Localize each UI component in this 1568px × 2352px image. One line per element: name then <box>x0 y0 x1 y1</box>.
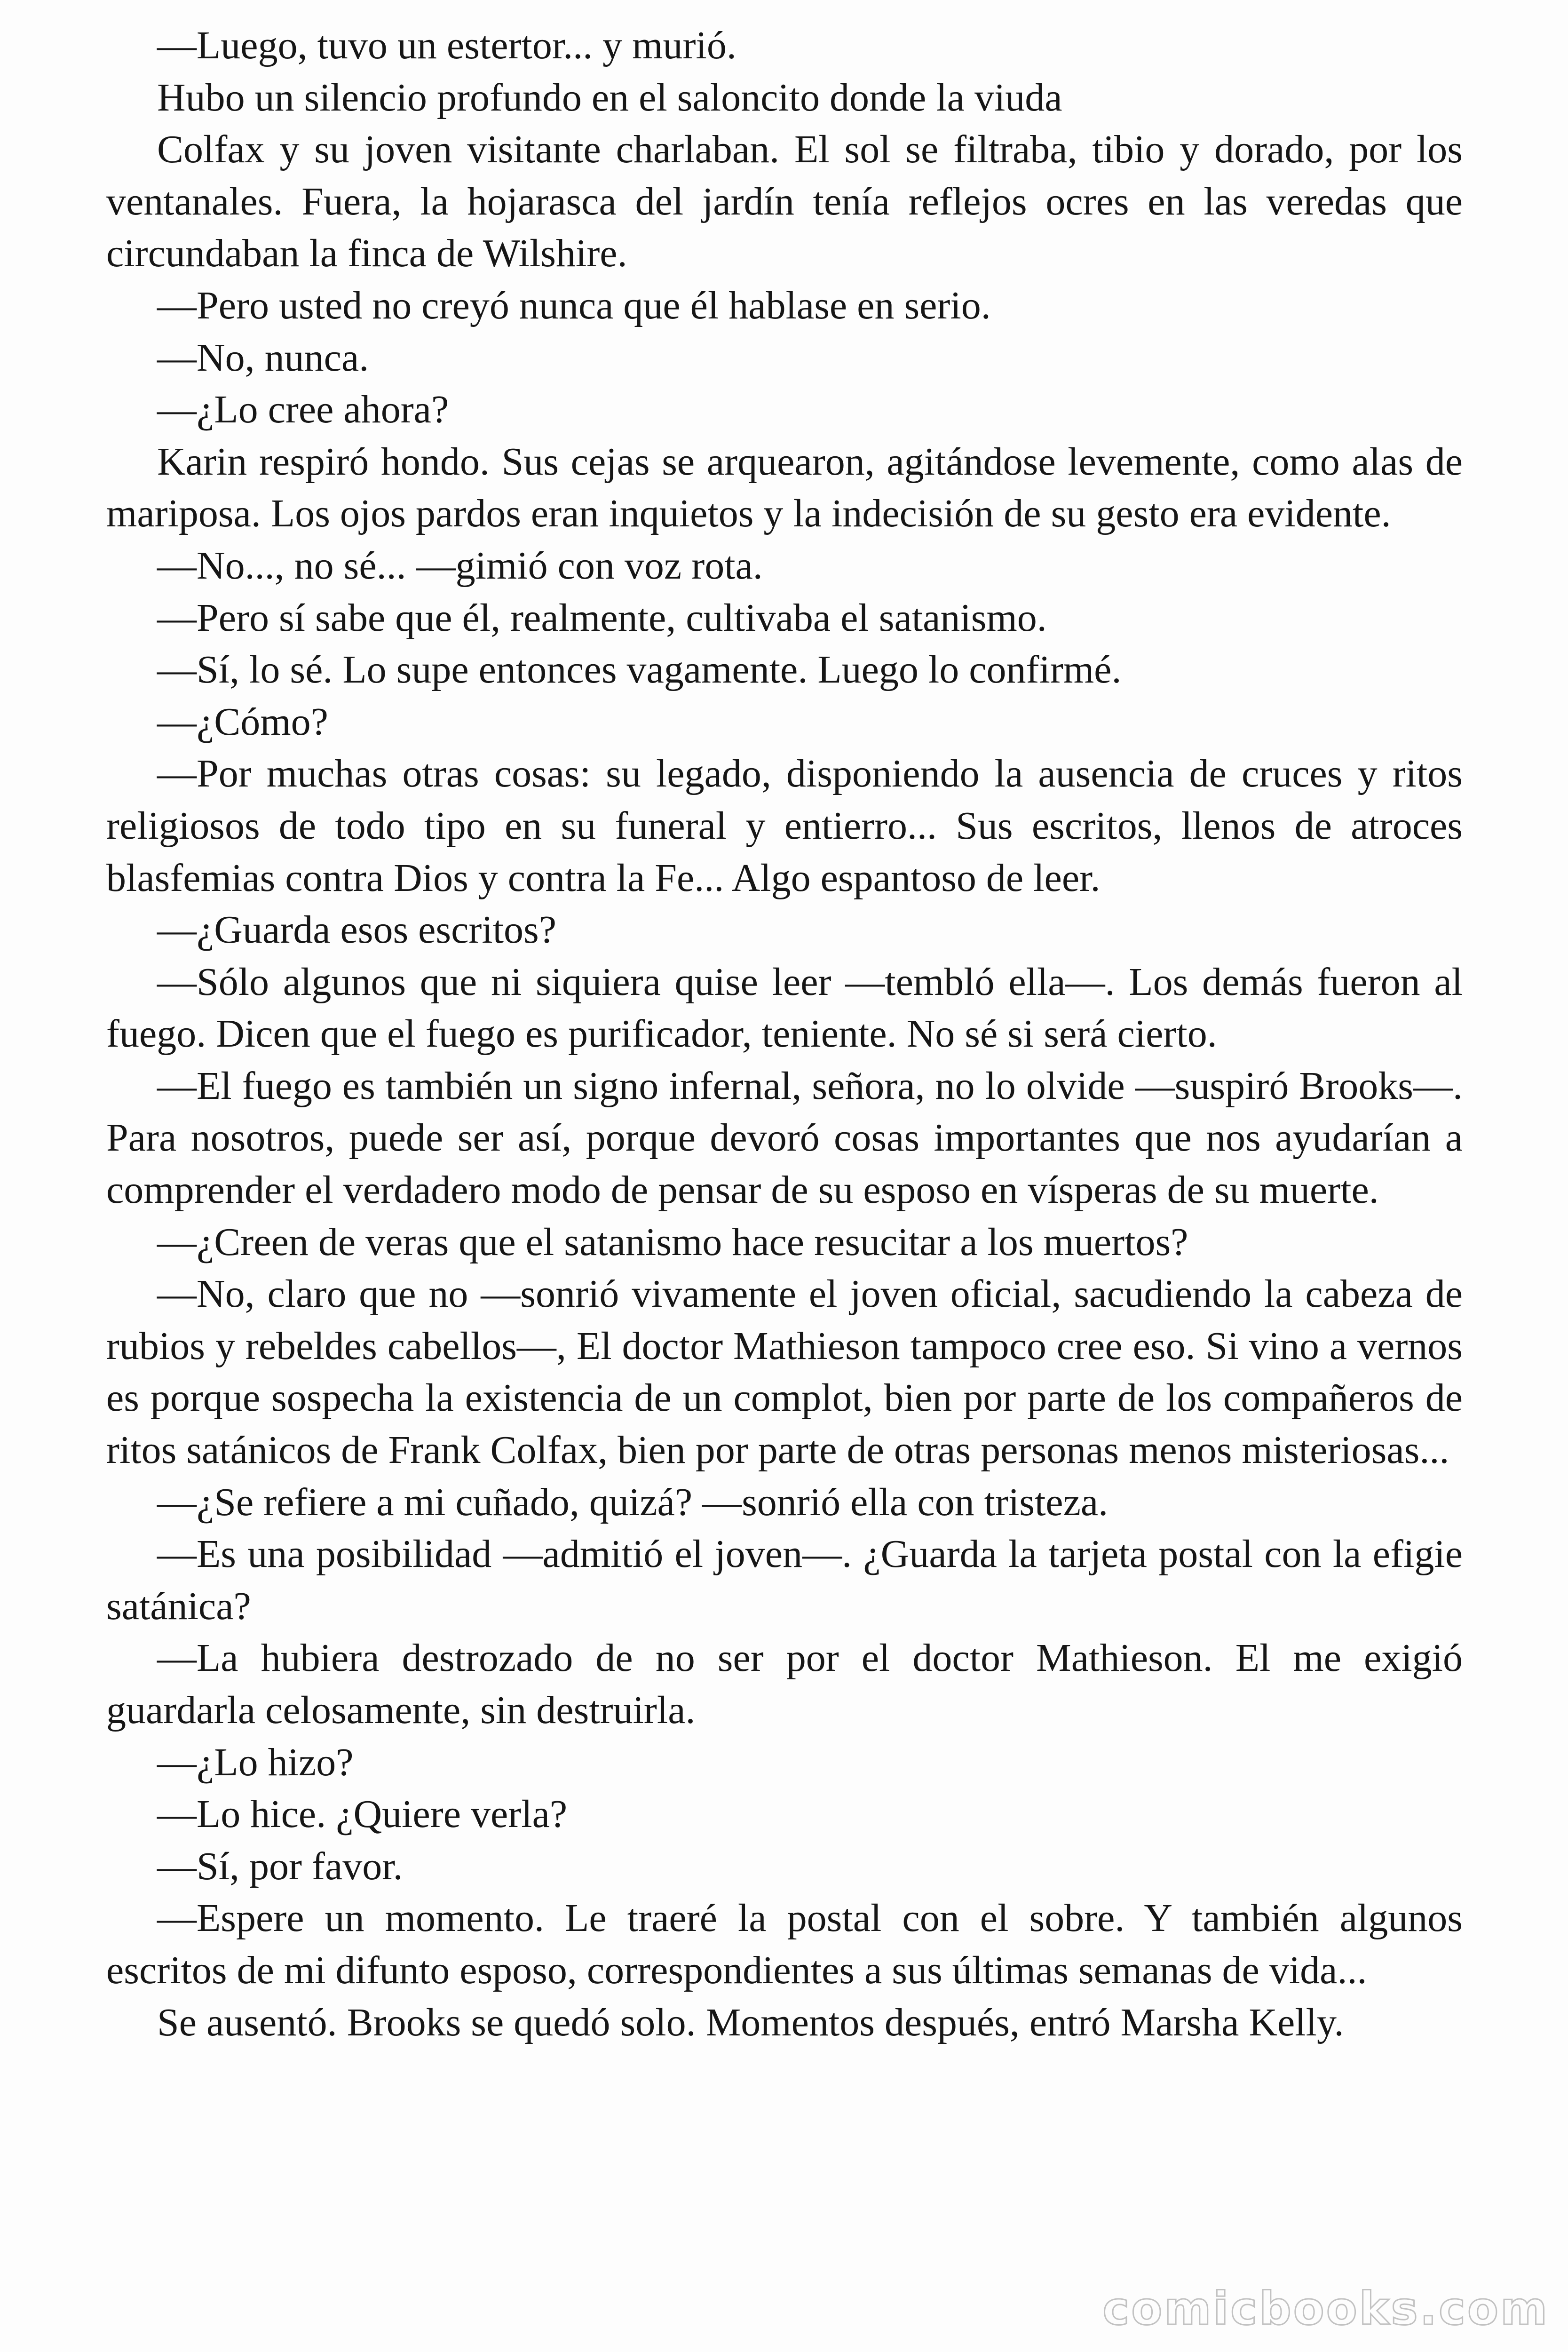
watermark: comicbooks.com <box>1102 2282 1549 2335</box>
paragraph: —El fuego es también un signo infernal, señora, no lo olvide —suspiró Brooks—. Para nosotros, puede ser así, porque devoró cosas importantes que nos ayudarían a comprender el verdadero modo de pensar de su esposo en vísperas de su muerte. <box>106 1064 1463 1212</box>
paragraph: Se ausentó. Brooks se quedó solo. Momentos después, entró Marsha Kelly. <box>157 2000 1344 2044</box>
paragraph: —Pero usted no creyó nunca que él hablase en serio. <box>157 283 991 327</box>
paragraph: Colfax y su joven visitante charlaban. El sol se filtraba, tibio y dorado, por los ventanales. Fuera, la hojarasca del jardín tenía reflejos ocres en las veredas que circundaban la finca de Wilshire. <box>106 127 1463 276</box>
paragraph: —Es una posibilidad —admitió el joven—. ¿Guarda la tarjeta postal con la efigie satánica? <box>106 1532 1463 1628</box>
paragraph: —Sí, por favor. <box>157 1844 403 1888</box>
paragraph: —Lo hice. ¿Quiere verla? <box>157 1792 568 1836</box>
paragraph: —¿Cómo? <box>157 699 328 744</box>
paragraph: —¿Creen de veras que el satanismo hace resucitar a los muertos? <box>157 1220 1188 1264</box>
paragraph: —No, claro que no —sonrió vivamente el joven oficial, sacudiendo la cabeza de rubios y rebeldes cabellos—, El doctor Mathieson tampoco cree eso. Si vino a vernos es porque sospecha la existencia de un complot, bien por parte de los compañeros de ritos satánicos de Frank Colfax, bien por parte de otras personas menos misteriosas... <box>106 1272 1463 1472</box>
paragraph: —La hubiera destrozado de no ser por el doctor Mathieson. El me exigió guardarla celosamente, sin destruirla. <box>106 1636 1463 1732</box>
paragraph: Hubo un silencio profundo en el saloncito donde la viuda <box>157 75 1062 119</box>
paragraph: —Luego, tuvo un estertor... y murió. <box>157 24 736 67</box>
paragraph: —¿Lo cree ahora? <box>157 388 449 432</box>
paragraph: —¿Lo hizo? <box>157 1740 354 1784</box>
paragraph: —Pero sí sabe que él, realmente, cultivaba el satanismo. <box>157 596 1047 640</box>
paragraph: —¿Guarda esos escritos? <box>157 908 557 952</box>
paragraph: —Sí, lo sé. Lo supe entonces vagamente. Luego lo confirmé. <box>157 648 1122 692</box>
paragraph: —Espere un momento. Le traeré la postal con el sobre. Y también algunos escritos de mi difunto esposo, correspondientes a sus últimas semanas de vida... <box>106 1896 1463 1992</box>
body-text <box>106 20 1463 2049</box>
paragraph: Karin respiró hondo. Sus cejas se arquearon, agitándose levemente, como alas de mariposa. Los ojos pardos eran inquietos y la indecisión de su gesto era evidente. <box>106 439 1463 536</box>
paragraph: —No, nunca. <box>157 335 369 380</box>
paragraph: —¿Se refiere a mi cuñado, quizá? —sonrió ella con tristeza. <box>157 1480 1109 1524</box>
paragraph: —Sólo algunos que ni siquiera quise leer —tembló ella—. Los demás fueron al fuego. Dicen que el fuego es purificador, teniente. No sé si será cierto. <box>106 960 1463 1056</box>
paragraph: —No..., no sé... —gimió con voz rota. <box>157 543 763 588</box>
paragraph: —Por muchas otras cosas: su legado, disponiendo la ausencia de cruces y ritos religiosos de todo tipo en su funeral y entierro... Sus escritos, llenos de atroces blasfemias contra Dios y contra la Fe... Algo espantoso de leer. <box>106 752 1463 900</box>
